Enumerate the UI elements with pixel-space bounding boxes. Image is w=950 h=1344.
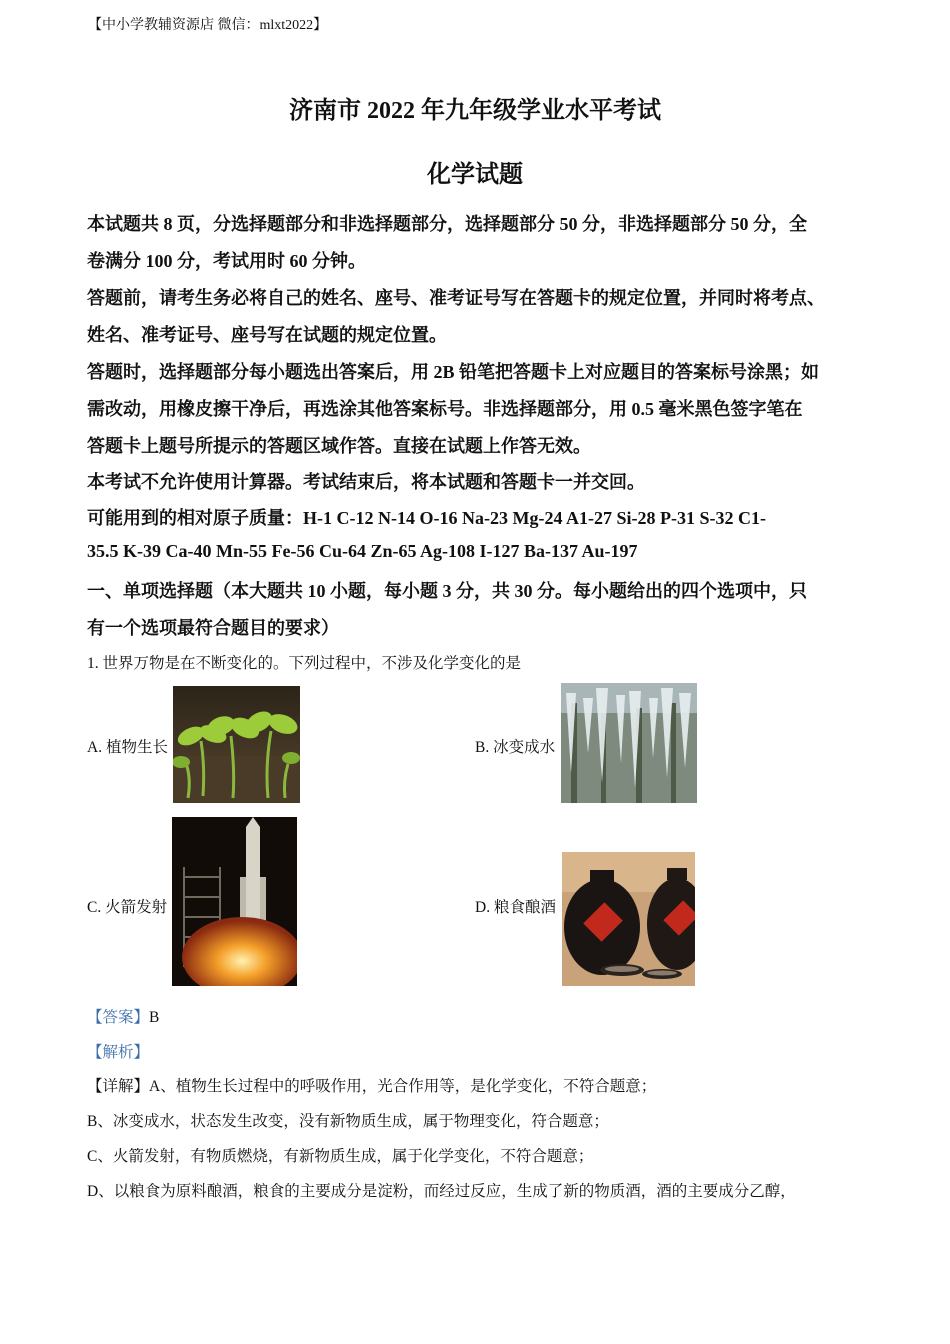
question-stem: 1. 世界万物是在不断变化的。下列过程中，不涉及化学变化的是 [87,655,522,672]
option-a-label: A. 植物生长 [87,739,168,756]
instruction-line: 本试题共 8 页，分选择题部分和非选择题部分，选择题部分 50 分，非选择题部分 50 分，全 [87,214,807,234]
answer-tag: 【答案】 [87,1009,150,1026]
rocket-launch-photo-icon [172,817,297,986]
icicles-photo-icon [561,683,697,803]
instruction-line: 答题前，请考生务必将自己的姓名、座号、准考证号写在答题卡的规定位置，并同时将考点、 [87,288,825,308]
instruction-line: 本考试不允许使用计算器。考试结束后，将本试题和答题卡一并交回。 [87,472,645,492]
option-b-label: B. 冰变成水 [475,739,556,756]
instruction-line: 姓名、准考证号、座号写在试题的规定位置。 [87,325,447,345]
instruction-line: 答题时，选择题部分每小题选出答案后，用 2B 铅笔把答题卡上对应题目的答案标号涂黑；如 [87,362,820,382]
detail-line: C、火箭发射，有物质燃烧，有新物质生成，属于化学变化，不符合题意； [87,1148,594,1165]
section-heading: 一、单项选择题（本大题共 10 小题，每小题 3 分，共 30 分。每小题给出的四个选项中，只 [87,581,807,601]
detail-line: 【详解】A、植物生长过程中的呼吸作用，光合作用等，是化学变化，不符合题意； [87,1078,657,1095]
section-heading: 有一个选项最符合题目的要求） [87,618,339,638]
exam-title: 济南市 2022 年九年级学业水平考试 [289,98,661,124]
analysis-tag: 【解析】 [87,1044,150,1061]
wine-jars-photo-icon [562,852,695,986]
detail-line: B、冰变成水，状态发生改变，没有新物质生成，属于物理变化，符合题意； [87,1113,609,1130]
atomic-mass-line: 35.5 K-39 Ca-40 Mn-55 Fe-56 Cu-64 Zn-65 Ag-108 I-127 Ba-137 Au-197 [87,541,638,561]
option-c-label: C. 火箭发射 [87,899,168,916]
instruction-line: 需改动，用橡皮擦干净后，再选涂其他答案标号。非选择题部分，用 0.5 毫米黑色签字笔在 [87,399,803,419]
answer-line [87,1005,159,1027]
exam-subtitle: 化学试题 [427,162,523,188]
instruction-line: 答题卡上题号所提示的答题区域作答。直接在试题上作答无效。 [87,436,591,456]
instruction-line: 卷满分 100 分，考试用时 60 分钟。 [87,251,366,271]
watermark-header: 【中小学教辅资源店 微信：mlxt2022】 [88,18,328,33]
answer-value: B [149,1009,160,1026]
atomic-mass-line: 可能用到的相对原子质量：H-1 C-12 N-14 O-16 Na-23 Mg-24 A1-27 Si-28 P-31 S-32 C1- [87,508,766,528]
detail-line: D、以粮食为原料酿酒，粮食的主要成分是淀粉，而经过反应，生成了新的物质酒，酒的主要成分乙醇， [87,1183,796,1200]
option-d-label: D. 粮食酿酒 [475,899,556,916]
seedling-photo-icon [173,686,300,803]
